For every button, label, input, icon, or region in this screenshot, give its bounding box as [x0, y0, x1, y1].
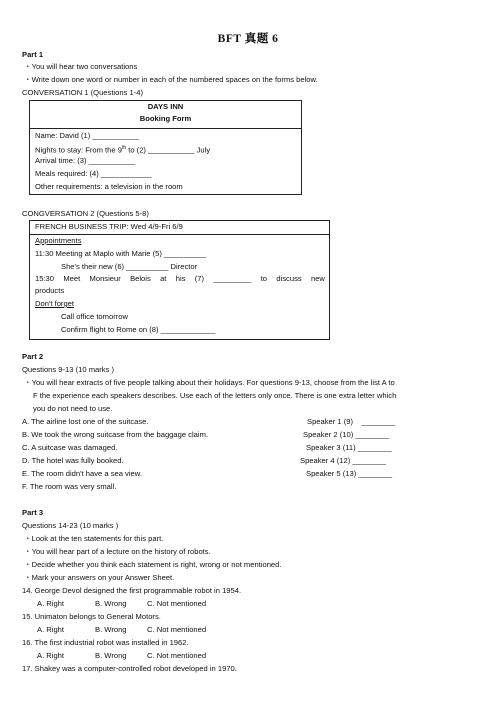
q15-option-b[interactable]: B. Wrong: [95, 625, 127, 634]
q16-option-a[interactable]: A. Right: [37, 651, 65, 660]
question-15: 15. Unimaton belongs to General Motors.: [22, 612, 161, 621]
dont-forget-heading: Don't forget: [35, 299, 75, 308]
conversation2-label: CONGVERSATION 2 (Questions 5-8): [22, 209, 149, 218]
appointment-1: 11:30 Meeting at Maplo with Marie (5) __________: [35, 249, 207, 258]
question-14: 14. George Devol designed the first programmable robot in 1954.: [22, 586, 242, 595]
form-hotel-name: DAYS INN: [147, 102, 184, 111]
question-17: 17. Shakey was a computer-controlled robot developed in 1970.: [22, 664, 237, 673]
reminder-1: Call office tomorrow: [61, 312, 128, 321]
option-f: F. The room was very small.: [22, 482, 117, 491]
part1-heading: Part 1: [22, 50, 44, 59]
question-15-options: [37, 625, 237, 635]
reminder-2: Confirm flight to Rome on (8) _____________: [61, 325, 216, 334]
part3-questions: Questions 14-23 (10 marks ): [22, 521, 119, 530]
part2-instruction-1: ・You will hear extracts of five people talking about their holidays. For questions 9-13, choose from the list A to: [24, 378, 395, 387]
option-b: B. We took the wrong suitcase from the baggage claim.: [22, 430, 209, 439]
speaker-1-blank[interactable]: Speaker 1 (9) ________: [307, 417, 396, 426]
field-other: Other requirements: a television in the room: [35, 182, 183, 191]
trip-divider: [30, 234, 329, 235]
question-16: 16. The first industrial robot was installed in 1962.: [22, 638, 189, 647]
appointment-2: She's their new (6) __________ Director: [61, 262, 198, 271]
part1-bullet-1: ・You will hear two conversations: [24, 62, 138, 71]
part2-instruction-3: you do not need to use.: [33, 404, 113, 413]
part1-bullet-2: ・Write down one word or number in each of the numbered spaces on the forms below.: [24, 75, 318, 84]
part3-heading: Part 3: [22, 508, 44, 517]
part2-heading: Part 2: [22, 352, 44, 361]
q15-option-c[interactable]: C. Not mentioned: [147, 625, 207, 634]
appointment-3-continued: products: [35, 286, 65, 295]
field-name: Name: David (1) ___________: [35, 131, 139, 140]
appointments-heading: Appointments: [35, 236, 82, 245]
speaker-3-blank[interactable]: Speaker 3 (11) ________: [306, 443, 392, 452]
speaker-5-blank[interactable]: Speaker 5 (13) ________: [306, 469, 393, 478]
question-16-options: [37, 651, 237, 661]
part3-bullet-2: ・You will hear part of a lecture on the history of robots.: [24, 547, 211, 556]
conversation1-label: CONVERSATION 1 (Questions 1-4): [22, 88, 143, 97]
booking-form: [29, 100, 302, 195]
option-e: E. The room didn't have a sea view.: [22, 469, 142, 478]
part3-bullet-1: ・Look at the ten statements for this part.: [24, 534, 164, 543]
part3-bullet-4: ・Mark your answers on your Answer Sheet.: [24, 573, 175, 582]
form-title: Booking Form: [139, 114, 192, 123]
q16-option-c[interactable]: C. Not mentioned: [147, 651, 207, 660]
option-c: C. A suitcase was damaged.: [22, 443, 118, 452]
form-divider: [30, 128, 301, 129]
field-nights: Nights to stay: From the 9th to (2) ___________ July: [35, 145, 211, 155]
q15-option-a[interactable]: A. Right: [37, 625, 65, 634]
speaker-2-blank[interactable]: Speaker 2 (10) ________: [303, 430, 390, 439]
trip-title: FRENCH BUSINESS TRIP: Wed 4/9-Fri 6/9: [35, 222, 183, 231]
q16-option-b[interactable]: B. Wrong: [95, 651, 127, 660]
q14-option-a[interactable]: A. Right: [37, 599, 65, 608]
option-a: A. The airline lost one of the suitcase.: [22, 417, 149, 426]
q14-option-b[interactable]: B. Wrong: [95, 599, 127, 608]
option-d: D. The hotel was fully booked.: [22, 456, 124, 465]
business-trip-form: [29, 220, 330, 340]
q14-option-c[interactable]: C. Not mentioned: [147, 599, 207, 608]
part3-bullet-3: ・Decide whether you think each statement is right, wrong or not mentioned.: [24, 560, 282, 569]
field-arrival: Arrival time: (3) ___________: [35, 156, 136, 165]
appointment-3: 15:30 Meet Monsieur Belois at his (7) _________ to discuss new: [35, 274, 325, 283]
question-14-options: [37, 599, 237, 609]
page-title: BFT 真题 6: [217, 33, 279, 45]
speaker-4-blank[interactable]: Speaker 4 (12) ________: [300, 456, 387, 465]
field-meals: Meals required: (4) ____________: [35, 169, 152, 178]
part2-questions: Questions 9-13 (10 marks ): [22, 365, 115, 374]
part2-instruction-2: F the experience each speakers describes. Use each of the letters only once. There is one extra letter which: [33, 391, 397, 400]
